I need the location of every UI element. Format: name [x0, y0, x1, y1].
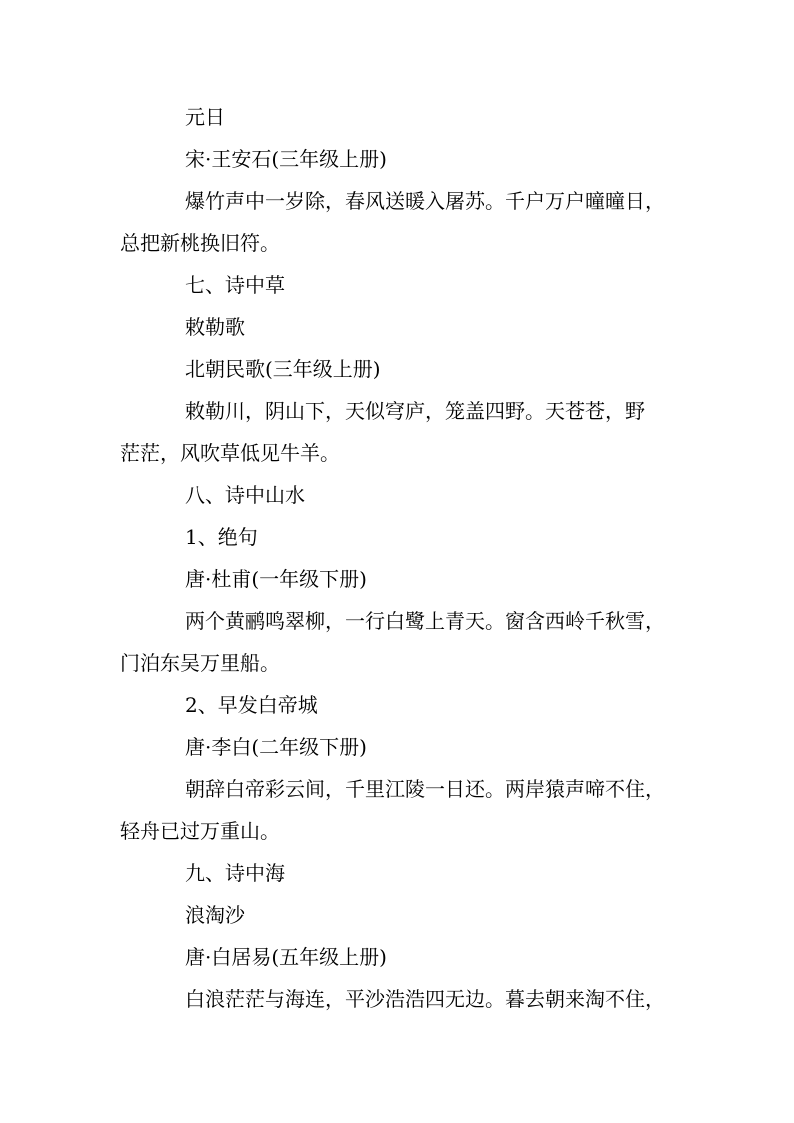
- section-heading-sea: 九、诗中海: [185, 861, 285, 885]
- poem-text-line: 茫茫，风吹草低见牛羊。: [120, 441, 340, 465]
- poem-title-jueju: 1、绝句: [185, 525, 258, 549]
- poem-text-line: 门泊东吴万里船。: [120, 651, 280, 675]
- section-heading-landscape: 八、诗中山水: [185, 483, 305, 507]
- poem-text-line: 朝辞白帝彩云间，千里江陵一日还。两岸猿声啼不住，: [185, 777, 665, 801]
- poem-text-line: 两个黄鹂鸣翠柳，一行白鹭上青天。窗含西岭千秋雪，: [185, 609, 665, 633]
- poem-text-line: 轻舟已过万重山。: [120, 819, 280, 843]
- poem-text-line: 白浪茫茫与海连，平沙浩浩四无边。暮去朝来淘不住，: [185, 987, 665, 1011]
- poem-author-beichao: 北朝民歌(三年级上册): [185, 357, 381, 381]
- poem-text-line: 敕勒川，阴山下，天似穹庐，笼盖四野。天苍苍，野: [185, 399, 645, 423]
- poem-title-baidi: 2、早发白帝城: [185, 693, 318, 717]
- poem-title-chilege: 敕勒歌: [185, 315, 245, 339]
- section-heading-grass: 七、诗中草: [185, 273, 285, 297]
- poem-author-li-bai: 唐·李白(二年级下册): [185, 735, 367, 759]
- poem-author-wang-anshi: 宋·王安石(三年级上册): [185, 147, 387, 171]
- poem-title-langtaosha: 浪淘沙: [185, 903, 245, 927]
- poem-text-line: 总把新桃换旧符。: [120, 231, 280, 255]
- poem-title-yuanri: 元日: [185, 105, 225, 129]
- poem-author-du-fu: 唐·杜甫(一年级下册): [185, 567, 367, 591]
- poem-author-bai-juyi: 唐·白居易(五年级上册): [185, 945, 387, 969]
- poem-text-line: 爆竹声中一岁除，春风送暖入屠苏。千户万户曈曈日，: [185, 189, 665, 213]
